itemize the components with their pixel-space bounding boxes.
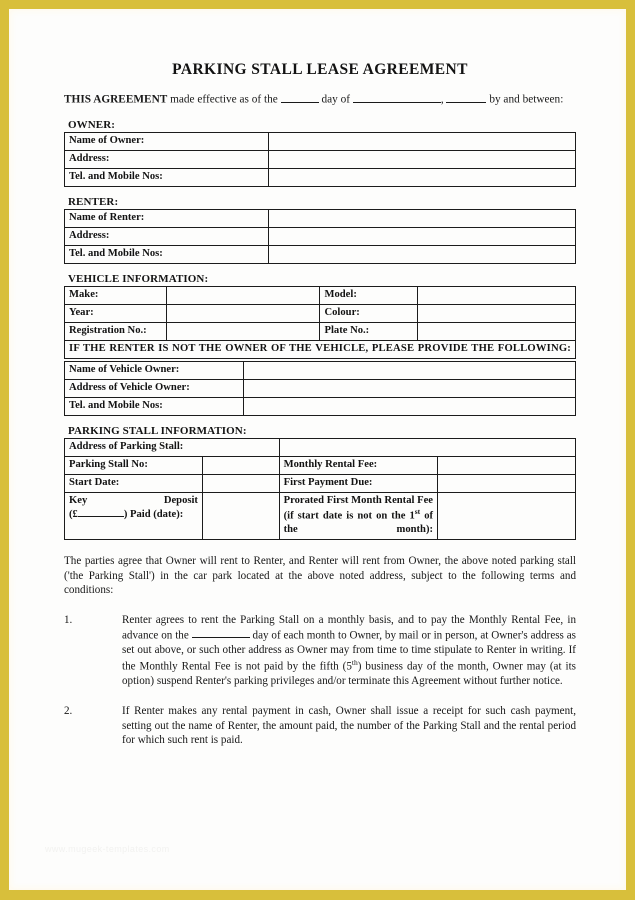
stall-number-label: Parking Stall No:: [65, 456, 203, 474]
table-row: [65, 227, 576, 245]
first-payment-due-label: First Payment Due:: [279, 474, 437, 492]
renter-section-heading: RENTER:: [68, 195, 119, 208]
owner-table: [64, 132, 576, 187]
intro-day-blank[interactable]: [281, 92, 319, 103]
first-payment-due-value[interactable]: [438, 474, 576, 492]
vehicle-model-value[interactable]: [417, 286, 575, 304]
table-row: [65, 340, 576, 358]
owner-address-value[interactable]: [269, 150, 576, 168]
vehicle-owner-address-label: Address of Vehicle Owner:: [65, 379, 244, 397]
prorated-fee-value[interactable]: [438, 492, 576, 539]
vehicle-owner-tel-value[interactable]: [243, 397, 575, 415]
renter-table: [64, 209, 576, 264]
prorated-fee-text-a: Prorated First Month Rental Fee (if start date is not on the: [283, 494, 434, 522]
key-deposit-label: [65, 492, 203, 539]
owner-address-label: Address:: [65, 150, 269, 168]
intro-part3-text: by and between:: [489, 93, 564, 106]
clause-1-text-a: Renter agrees to rent the Parking Stall on a monthly basis, and to pay the Monthly Rental Fee, in advance on the: [122, 614, 576, 642]
vehicle-owner-table: [64, 361, 576, 416]
stall-number-value[interactable]: [202, 456, 279, 474]
intro-year-blank[interactable]: [446, 92, 486, 103]
table-row: [65, 168, 576, 186]
renter-address-label: Address:: [65, 227, 269, 245]
key-deposit-word-key: Key: [69, 494, 88, 506]
vehicle-make-label: Make:: [65, 286, 167, 304]
table-row: [65, 304, 576, 322]
vehicle-section-heading: VEHICLE INFORMATION:: [68, 272, 209, 285]
table-row: [65, 150, 576, 168]
clause-2: [64, 704, 576, 748]
prorated-ordinal-suffix: st: [414, 507, 421, 517]
site-watermark: www.mugeek-templates.com: [45, 844, 170, 854]
stall-section-heading: PARKING STALL INFORMATION:: [68, 424, 247, 437]
table-row: [65, 286, 576, 304]
key-deposit-currency-open: (£: [69, 508, 78, 520]
monthly-rental-fee-label: Monthly Rental Fee:: [279, 456, 437, 474]
clause-1-text-b: day of each month to Owner, by mail or in person, at Owner's address as set out above, or such other address as Owner may from time to time stipulate to Renter in writing. If the Monthly Rental Fee is not paid by the fifth (5: [122, 629, 576, 673]
clause-1-ordinal-suffix: th: [351, 657, 358, 667]
agreement-intro-paragraph: The parties agree that Owner will rent to Renter, and Renter will rent from Owner, the above noted parking stall ('the Parking Stall') in the car park located at the above noted address, subject to the following terms and conditions:: [64, 554, 576, 597]
vehicle-make-value[interactable]: [167, 286, 320, 304]
intro-comma: ,: [440, 93, 444, 106]
start-date-label: Start Date:: [65, 474, 203, 492]
renter-tel-label: Tel. and Mobile Nos:: [65, 245, 269, 263]
table-row: [65, 322, 576, 340]
clause-1-day-blank[interactable]: [192, 628, 250, 638]
clause-1-number: 1.: [64, 614, 73, 627]
vehicle-plate-value[interactable]: [417, 322, 575, 340]
table-row: [65, 438, 576, 456]
clause-2-text: If Renter makes any rental payment in cash, Owner shall issue a receipt for such cash payment, setting out the name of Renter, the amount paid, the number of the Parking Stall and the rental period for which such rent is paid.: [122, 704, 576, 747]
table-row: [65, 132, 576, 150]
clause-1: [64, 613, 576, 689]
agreement-intro-line: [64, 92, 576, 107]
intro-month-blank[interactable]: [353, 92, 441, 103]
key-deposit-word-deposit: Deposit: [163, 494, 198, 506]
vehicle-owner-name-value[interactable]: [243, 361, 575, 379]
vehicle-owner-tel-label: Tel. and Mobile Nos:: [65, 397, 244, 415]
vehicle-owner-address-value[interactable]: [243, 379, 575, 397]
start-date-value[interactable]: [202, 474, 279, 492]
document-sheet: [9, 9, 626, 890]
key-deposit-value[interactable]: [202, 492, 279, 539]
page-title: PARKING STALL LEASE AGREEMENT: [172, 61, 468, 78]
vehicle-colour-label: Colour:: [320, 304, 417, 322]
clause-1-text-c: ) business day of the month, Owner may (at its option) suspend Renter's parking privileges and/or terminate this Agreement without further notice.: [122, 660, 576, 688]
key-deposit-paid-text: ) Paid (date):: [123, 508, 184, 520]
table-row: [65, 245, 576, 263]
vehicle-year-label: Year:: [65, 304, 167, 322]
table-row: [65, 209, 576, 227]
prorated-fee-label: [279, 492, 437, 539]
clause-2-number: 2.: [64, 704, 73, 717]
renter-address-value[interactable]: [269, 227, 576, 245]
renter-name-value[interactable]: [269, 209, 576, 227]
table-row: [65, 456, 576, 474]
renter-name-label: Name of Renter:: [65, 209, 269, 227]
vehicle-registration-value[interactable]: [167, 322, 320, 340]
vehicle-model-label: Model:: [320, 286, 417, 304]
vehicle-owner-name-label: Name of Vehicle Owner:: [65, 361, 244, 379]
owner-name-value[interactable]: [269, 132, 576, 150]
intro-part1-text: made effective as of the: [170, 93, 278, 106]
vehicle-owner-notice-banner: IF THE RENTER IS NOT THE OWNER OF THE VEHICLE, PLEASE PROVIDE THE FOLLOWING:: [65, 340, 576, 358]
table-row: [65, 474, 576, 492]
table-row: [65, 397, 576, 415]
monthly-rental-fee-value[interactable]: [438, 456, 576, 474]
intro-part2-text: day of: [321, 93, 350, 106]
vehicle-plate-label: Plate No.:: [320, 322, 417, 340]
table-row: [65, 361, 576, 379]
owner-tel-value[interactable]: [269, 168, 576, 186]
intro-lead-text: THIS AGREEMENT: [64, 93, 168, 106]
vehicle-colour-value[interactable]: [417, 304, 575, 322]
vehicle-registration-label: Registration No.:: [65, 322, 167, 340]
vehicle-year-value[interactable]: [167, 304, 320, 322]
prorated-fee-text-b: of the month):: [283, 510, 434, 536]
prorated-ordinal-number: 1: [409, 510, 415, 522]
owner-name-label: Name of Owner:: [65, 132, 269, 150]
stall-address-value[interactable]: [279, 438, 575, 456]
table-row: [65, 379, 576, 397]
stall-address-label: Address of Parking Stall:: [65, 438, 280, 456]
clause-1-text: [122, 613, 576, 689]
owner-section-heading: OWNER:: [68, 118, 116, 131]
table-row: [65, 492, 576, 539]
parking-stall-table: [64, 438, 576, 540]
owner-tel-label: Tel. and Mobile Nos:: [65, 168, 269, 186]
key-deposit-amount-blank[interactable]: [78, 507, 124, 516]
renter-tel-value[interactable]: [269, 245, 576, 263]
vehicle-info-table: [64, 286, 576, 359]
